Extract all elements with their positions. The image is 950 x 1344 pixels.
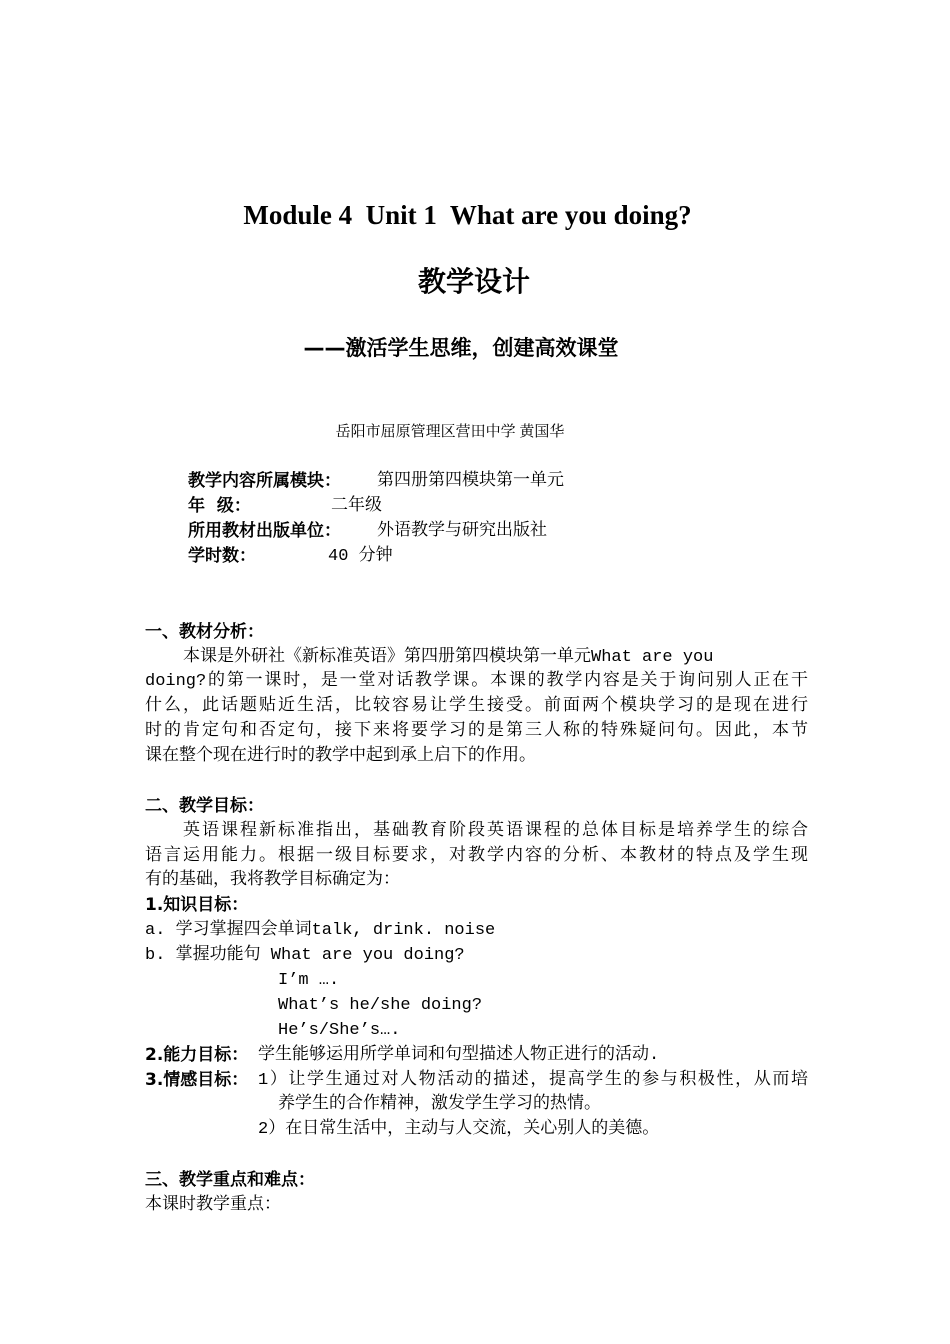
paragraph-line: 时的肯定句和否定句，接下来将要学习的是第三人称的特殊疑问句。因此，本节: [145, 722, 808, 741]
paragraph-line: 本课时教学重点：: [145, 1196, 281, 1215]
document-title: Module 4 Unit 1 What are you doing?: [243, 200, 692, 230]
section-heading: 三、教学重点和难点：: [145, 1170, 315, 1190]
info-value-grade: 二年级: [331, 497, 382, 516]
emotion-goal-line: 养学生的合作精神，激发学生学习的热情。: [278, 1095, 601, 1114]
paragraph-line: 英语课程新标准指出，基础教育阶段英语课程的总体目标是培养学生的综合: [183, 822, 808, 841]
paragraph-line: 什么，此话题贴近生活，比较容易让学生接受。前面两个模块学习的是现在进行: [145, 697, 808, 716]
paragraph-line: 有的基础，我将教学目标确定为：: [145, 871, 400, 890]
knowledge-item: a. 学习掌握四会单词talk, drink. noise: [145, 921, 496, 940]
knowledge-item: b. 掌握功能句 What are you doing?: [145, 946, 465, 965]
info-value-duration: 40 分钟: [328, 547, 393, 566]
section-heading: 一、教材分析：: [145, 622, 264, 642]
info-label-publisher: 所用教材出版单位：: [188, 521, 341, 541]
knowledge-goal-label: 1.知识目标：: [145, 895, 249, 915]
sentence-pattern: I’m ….: [278, 971, 340, 990]
sentence-pattern: He’s/She’s….: [278, 1021, 401, 1040]
emotion-goal-label: 3.情感目标：: [145, 1070, 249, 1090]
ability-goal-label: 2.能力目标：: [145, 1045, 249, 1065]
info-label-module: 教学内容所属模块：: [188, 471, 341, 491]
emotion-goal-line: 2）在日常生活中，主动与人交流，关心别人的美德。: [258, 1120, 660, 1139]
paragraph-line: 语言运用能力。根据一级目标要求，对教学内容的分析、本教材的特点及学生现: [145, 847, 808, 866]
section-heading: 二、教学目标：: [145, 796, 264, 816]
sentence-pattern: What’s he/she doing?: [278, 996, 483, 1015]
paragraph-line: 课在整个现在进行时的教学中起到承上启下的作用。: [145, 747, 536, 766]
info-label-grade: 年 级：: [188, 496, 251, 516]
info-value-publisher: 外语教学与研究出版社: [377, 522, 547, 541]
document-author: 岳阳市屈原管理区营田中学 黄国华: [335, 424, 565, 440]
document-subtitle: ——激活学生思维，创建高效课堂: [303, 336, 619, 360]
emotion-goal-line: 1）让学生通过对人物活动的描述，提高学生的参与积极性，从而培: [258, 1071, 808, 1090]
paragraph-line: 本课是外研社《新标准英语》第四册第四模块第一单元What are you: [183, 648, 714, 667]
paragraph-line: doing?的第一课时，是一堂对话教学课。本课的教学内容是关于询问别人正在干: [145, 672, 808, 691]
info-value-module: 第四册第四模块第一单元: [377, 472, 564, 491]
ability-goal-text: 学生能够运用所学单词和句型描述人物正进行的活动.: [258, 1046, 660, 1065]
info-label-duration: 学时数：: [188, 546, 256, 566]
document-heading: 教学设计: [417, 265, 530, 298]
